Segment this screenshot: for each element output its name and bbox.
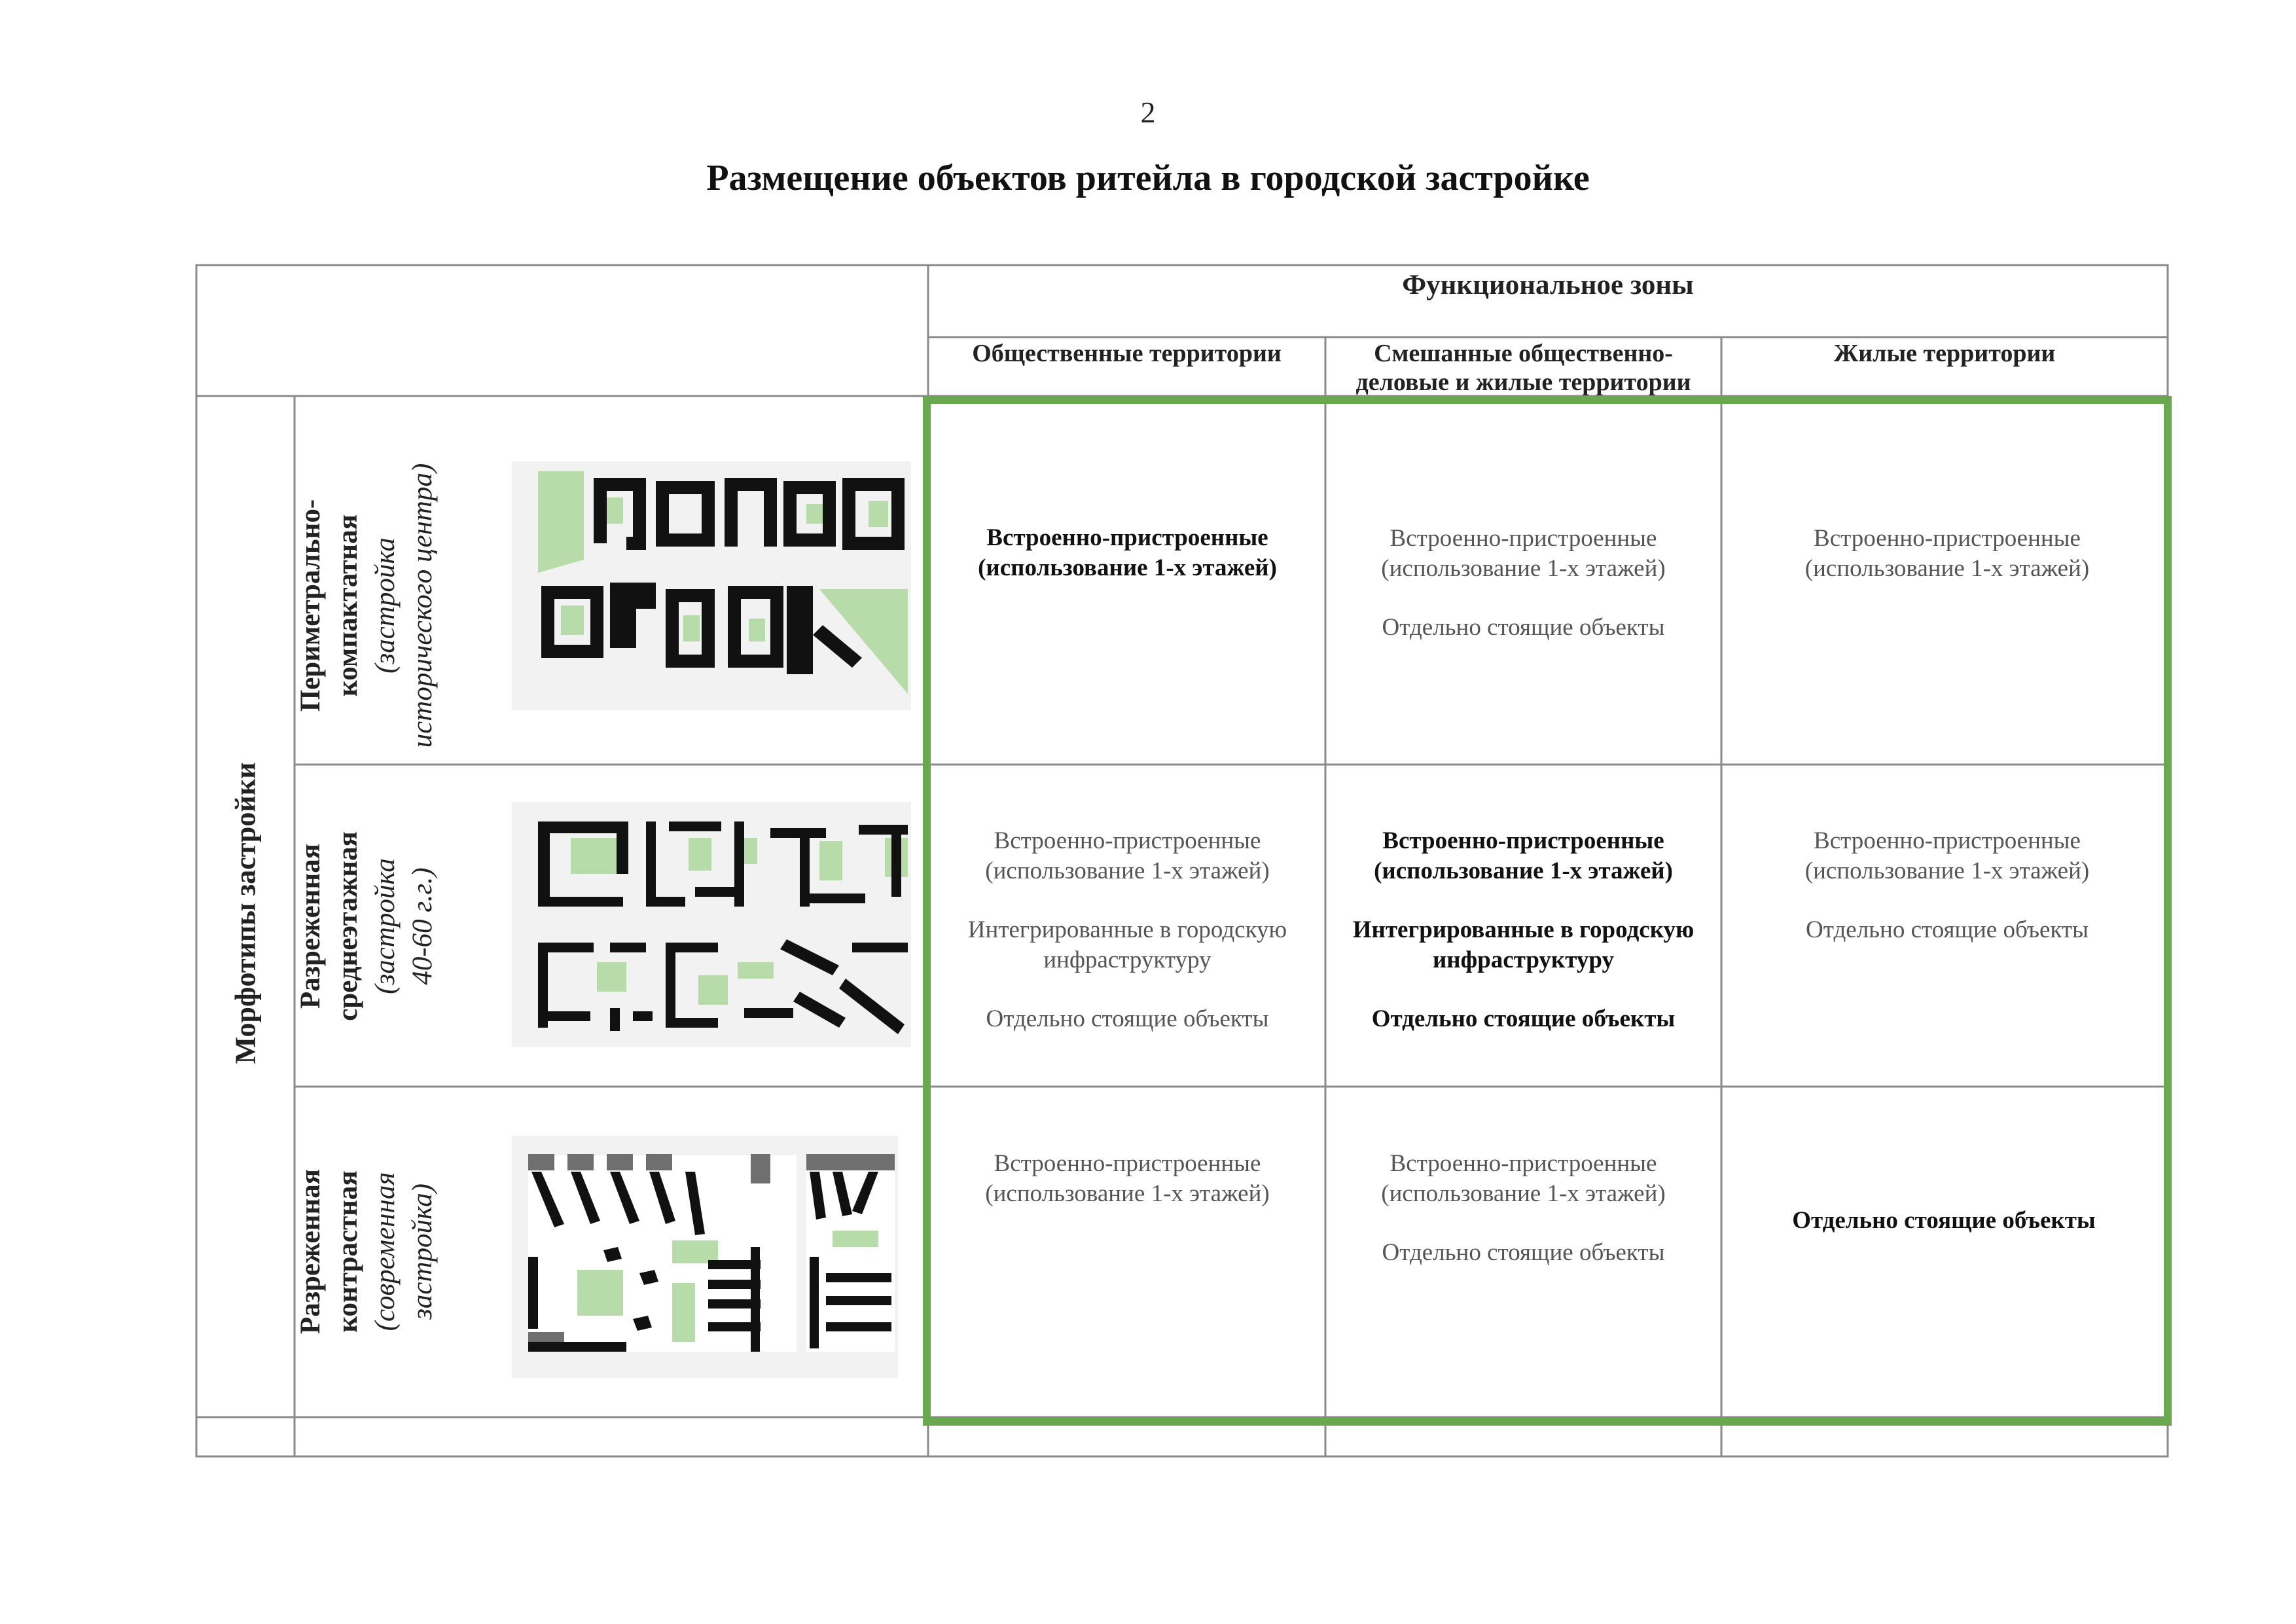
cell-entry: Встроенно-пристроенные (использование 1-х этажей): [1381, 525, 1666, 582]
cell-entry: Встроенно-пристроенные (использование 1-х этажей): [978, 524, 1277, 581]
cell-entry: Встроенно-пристроенные (использование 1-х этажей): [1381, 1150, 1666, 1207]
morphotype-label-1: Периметрально- компактатная (застройка исторического центра): [295, 463, 438, 748]
column-header-public: Общественные территории: [972, 340, 1282, 367]
zones-header: Функциональное зоны: [1402, 269, 1694, 300]
cell-entry: Отдельно стоящие объекты: [1371, 1005, 1676, 1032]
cell-entry: Встроенно-пристроенные (использование 1-х этажей): [985, 1150, 1270, 1207]
cell-r2-c1: [942, 826, 1312, 1075]
cell-r3-c2: [1338, 1149, 1708, 1312]
cell-entry: Встроенно-пристроенные (использование 1-х этажей): [1804, 525, 2090, 582]
sparse-contrast-plan-icon: [512, 1136, 898, 1378]
cell-r2-c2: [1338, 826, 1708, 1075]
column-header-residential: Жилые территории: [1833, 340, 2056, 367]
cell-r1-c3: [1761, 524, 2134, 622]
cell-entry: Встроенно-пристроенные (использование 1-х этажей): [1374, 827, 1673, 884]
cell-r2-c3: [1761, 826, 2134, 990]
morphotype-label-2: Разреженная среднеэтажная (застройка 40-60 г.г.): [295, 831, 438, 1021]
sparse-midrise-plan-icon: [512, 802, 911, 1047]
cell-entry: Отдельно стоящие объекты: [1382, 614, 1665, 641]
cell-entry: Отдельно стоящие объекты: [986, 1005, 1269, 1032]
cell-entry: Встроенно-пристроенные (использование 1-х этажей): [985, 827, 1270, 884]
page-number: 2: [1140, 96, 1156, 129]
cell-r3-c1: [942, 1149, 1312, 1247]
row-axis-label: Морфотипы застройки: [229, 762, 262, 1064]
morphotype-label-3: Разреженная контрастная (современная застройка): [295, 1168, 438, 1335]
cell-r3-c3: [1728, 1198, 2160, 1244]
perimeter-compact-plan-icon: [512, 461, 911, 710]
cell-entry: Интегрированные в городскую инфраструктуру: [1352, 916, 1695, 973]
cell-entry: Отдельно стоящие объекты: [1382, 1239, 1665, 1266]
cell-entry: Отдельно стоящие объекты: [1806, 916, 2089, 943]
cell-r1-c2: [1338, 524, 1708, 687]
cell-r1-c1: [936, 517, 1319, 589]
cell-entry: Интегрированные в городскую инфраструктуру: [967, 916, 1287, 973]
cell-entry: Встроенно-пристроенные (использование 1-х этажей): [1804, 827, 2090, 884]
cell-entry: Отдельно стоящие объекты: [1792, 1207, 2096, 1234]
page-title: Размещение объектов ритейла в городской застройке: [706, 158, 1590, 198]
column-header-mixed: Смешанные общественно-деловые и жилые территории: [1355, 340, 1691, 396]
